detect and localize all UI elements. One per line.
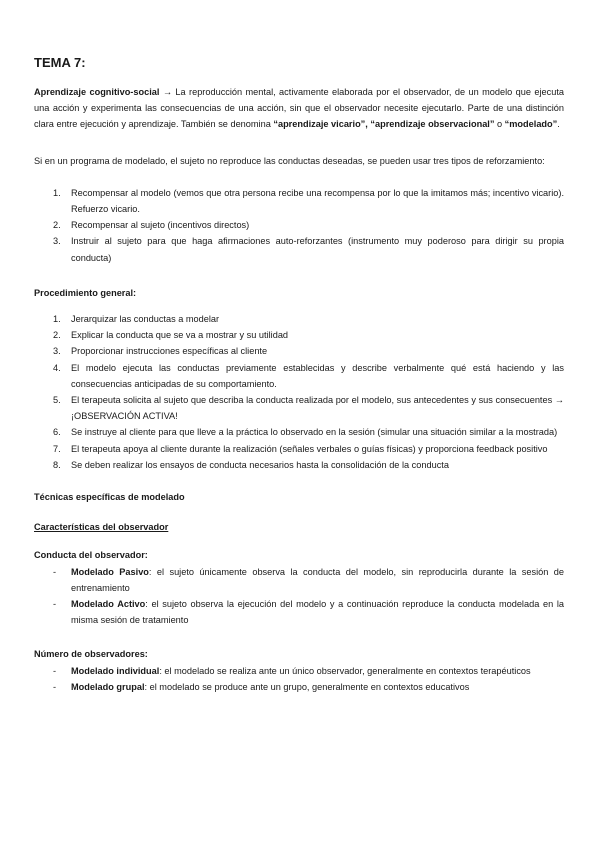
- item-number: 1.: [53, 314, 61, 325]
- list-item: [34, 441, 564, 457]
- item-number: 7.: [53, 443, 61, 454]
- item-number: 3.: [53, 346, 61, 357]
- techniques-heading: Técnicas específicas de modelado: [34, 492, 185, 503]
- item-number: 1.: [53, 187, 61, 198]
- item-number: 8.: [53, 459, 61, 470]
- dash-marker: -: [53, 599, 57, 610]
- reinforcement-list: [34, 185, 564, 266]
- item-text: El terapeuta solicita al sujeto que describa la conducta realizada por el modelo, sus antecedentes y sus consecuentes → ¡OBSERVACIÓN ACTIVA!: [71, 395, 564, 422]
- item-text: Se instruye al cliente para que lleve a la práctica lo observado en la sesión (simular una situación similar a la mostrada): [71, 427, 558, 438]
- list-item: [34, 311, 564, 327]
- item-number: 5.: [53, 395, 61, 406]
- intro-text: La reproducción mental, activamente elaborada por el observador, de un modelo que ejecuta una acción y experimenta las consecuencias de una acción, sin que el observador necesite ejecutarlo. Parte de una distinción clara entre ejecución y aprendizaje. También se denomina: [34, 87, 564, 130]
- list-item: [34, 564, 564, 596]
- list-item: [34, 360, 564, 392]
- dash-marker: -: [53, 681, 57, 692]
- procedure-heading: Procedimiento general:: [34, 287, 137, 298]
- item-text: El modelo ejecuta las conductas previamente establecidas y describe verbalmente qué está haciendo y las consecuencias anticipadas de su comportamiento.: [71, 362, 564, 389]
- dash-marker: -: [53, 566, 57, 577]
- item-text: Jerarquizar las conductas a modelar: [71, 314, 220, 325]
- list-item: [34, 217, 564, 233]
- list-item: [34, 327, 564, 343]
- observer-heading: Características del observador: [34, 522, 169, 533]
- item-text: Instruir al sujeto para que haga afirmaciones auto-reforzantes (instrumento muy poderoso para dirigir su propia conducta): [71, 236, 564, 263]
- item-text: Recompensar al sujeto (incentivos directos): [71, 220, 250, 231]
- intro-term: Aprendizaje cognitivo-social: [34, 87, 160, 97]
- item-term: Modelado Activo: [71, 599, 146, 610]
- item-text: : el sujeto observa la ejecución del modelo y a continuación reproduce la conducta modelada en la misma sesión de tratamiento: [71, 599, 564, 626]
- intro-alias-2: “modelado”: [504, 119, 558, 130]
- item-text: : el modelado se realiza ante un único observador, generalmente en contextos terapéuticos: [159, 665, 531, 676]
- intro-sep: o: [494, 119, 505, 130]
- document-page: [34, 54, 564, 695]
- list-item: [34, 343, 564, 359]
- item-text: El terapeuta apoya al cliente durante la realización (señales verbales o guías físicas) y proporciona feedback positivo: [71, 443, 548, 454]
- list-item: [34, 457, 564, 473]
- item-text: Recompensar al modelo (vemos que otra persona recibe una recompensa por lo que la imitamos más; incentivo vicario). Refuerzo vicario.: [71, 187, 564, 215]
- item-number: 2.: [53, 330, 61, 341]
- list-item: [34, 679, 564, 695]
- item-text: Se deben realizar los ensayos de conducta necesarios hasta la consolidación de la conducta: [71, 459, 449, 470]
- number-heading: Número de observadores:: [34, 649, 148, 660]
- item-term: Modelado Pasivo: [71, 566, 149, 577]
- conduct-heading: Conducta del observador:: [34, 550, 148, 561]
- number-list: [34, 663, 564, 695]
- procedure-list: [34, 311, 564, 473]
- list-item: [34, 233, 564, 265]
- intro-alias-1: “aprendizaje vicario”, “aprendizaje observacional”: [273, 119, 495, 130]
- conduct-list: [34, 564, 564, 629]
- item-text: : el sujeto únicamente observa la conducta del modelo, sin reproducirla durante la sesión de entrenamiento: [71, 566, 564, 593]
- list-item: [34, 596, 564, 628]
- intro-end: .: [557, 119, 560, 130]
- item-text: Proporcionar instrucciones específicas al cliente: [71, 346, 268, 357]
- item-number: 4.: [53, 362, 61, 373]
- reinforcement-intro: Si en un programa de modelado, el sujeto no reproduce las conductas deseadas, se pueden usar tres tipos de reforzamiento:: [34, 155, 545, 166]
- list-item: [34, 663, 564, 679]
- list-item: [34, 185, 564, 217]
- list-item: [34, 392, 564, 424]
- item-text: Explicar la conducta que se va a mostrar y su utilidad: [71, 330, 289, 341]
- item-number: 2.: [53, 220, 61, 231]
- item-number: 6.: [53, 427, 61, 438]
- item-text: : el modelado se produce ante un grupo, generalmente en contextos educativos: [144, 681, 470, 692]
- item-term: Modelado grupal: [71, 681, 145, 692]
- dash-marker: -: [53, 665, 57, 676]
- item-term: Modelado individual: [71, 665, 160, 676]
- item-number: 3.: [53, 236, 61, 247]
- intro-paragraph: [34, 84, 564, 133]
- intro-arrow: →: [159, 87, 176, 97]
- page-title: TEMA 7:: [34, 55, 86, 70]
- list-item: [34, 424, 564, 440]
